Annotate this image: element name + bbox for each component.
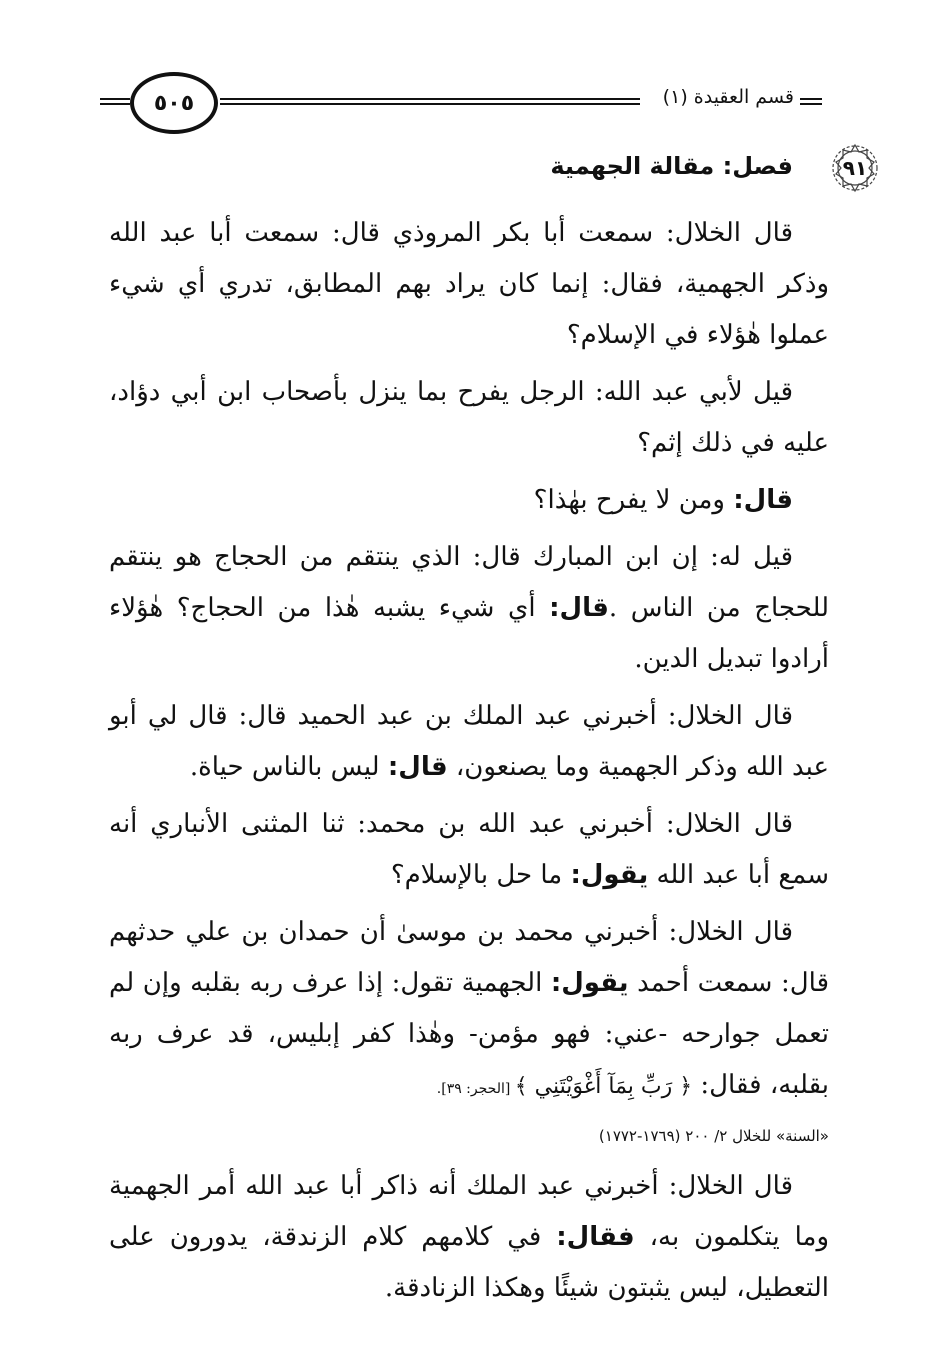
page-header (100, 64, 822, 140)
paragraph-4 (109, 532, 829, 685)
paragraph-6-part-2: ما حل بالإسلام؟ (390, 860, 571, 890)
paragraph-7-part-2: الجهمية تقول: إذا عرف ربه بقلبه وإن لم تعمل جوارحه -عني: فهو مؤمن- وهٰذا كفر إبليس، قد عرف ربه بقلبه، فقال: (109, 968, 829, 1100)
running-title: قسم العقيدة (١) (662, 86, 794, 108)
paragraph-8 (109, 1161, 829, 1314)
speaker-label: فقال: (556, 1222, 635, 1252)
page-number-oval (130, 72, 218, 134)
paragraph-8-part-1: قال الخلال: أخبرني عبد الملك أنه ذاكر أبا عبد الله أمر الجهمية وما يتكلمون به، (109, 1171, 830, 1252)
paragraph-2: قيل لأبي عبد الله: الرجل يفرح بما ينزل بأصحاب ابن أبي دؤاد، عليه في ذلك إثم؟ (109, 377, 829, 458)
header-rule-middle (220, 98, 640, 105)
paragraph-8-part-2: في كلامهم كلام الزندقة، يدورون على التعطيل، ليس يثبتون شيئًا وهكذا الزنادقة. (109, 1222, 829, 1303)
paragraph-3-text: ومن لا يفرح بهٰذا؟ (533, 485, 734, 515)
paragraph-4-part-1: قيل له: إن ابن المبارك قال: الذي ينتقم من الحجاج هو ينتقم للحجاج من الناس . (109, 542, 829, 623)
paragraph-7-part-1: قال الخلال: أخبرني محمد بن موسىٰ أن حمدان بن علي حدثهم قال: سمعت أحمد (109, 917, 829, 998)
header-rule-left (100, 98, 130, 105)
paragraph-5 (109, 691, 829, 793)
paragraph-6 (109, 799, 829, 901)
section-number: ٩١ (842, 156, 868, 180)
paragraph-3 (109, 475, 829, 526)
speaker-label: قال: (549, 593, 609, 623)
speaker-label: يقول: (550, 968, 629, 998)
paragraph-5-part-2: ليس بالناس حياة. (189, 752, 388, 782)
speaker-label: قال: (733, 485, 793, 515)
speaker-label: قال: (387, 752, 448, 782)
section-heading (109, 148, 868, 200)
source-citation: «السنة» للخلال ٢/ ٢٠٠ (١٧٦٩-١٧٧٢) (598, 1127, 829, 1145)
speaker-label: يقول: (570, 860, 649, 890)
paragraph-5-part-1: قال الخلال: أخبرني عبد الملك بن عبد الحميد قال: قال لي أبو عبد الله وذكر الجهمية وما يصنعون، (109, 701, 829, 782)
paragraph-4-part-2: أي شيء يشبه هٰذا من الحجاج؟ هٰؤلاء أرادوا تبديل الدين. (109, 593, 829, 674)
section-number-badge (829, 142, 881, 194)
paragraph-7 (109, 907, 829, 1115)
section-title: فصل: مقالة الجهمية (550, 152, 793, 180)
paragraph-6-part-1: قال الخلال: أخبرني عبد الله بن محمد: ثنا المثنى الأنباري أنه سمع أبا عبد الله (109, 809, 829, 890)
header-rule-right (800, 98, 822, 105)
page-number: ٥٠٥ (153, 90, 195, 116)
quran-reference: [الحجر: ٣٩]. (436, 1081, 515, 1097)
body-text (109, 208, 829, 1320)
quran-verse: ﴿ رَبِّ بِمَآ أَغْوَيْتَنِي ﴾ (514, 1074, 693, 1099)
paragraph-1: قال الخلال: سمعت أبا بكر المروذي قال: سمعت أبا عبد الله وذكر الجهمية، فقال: إنما كان يراد بهم المطابق، تدري أي شيء عملوا هٰؤلاء في الإسلام؟ (109, 218, 829, 350)
